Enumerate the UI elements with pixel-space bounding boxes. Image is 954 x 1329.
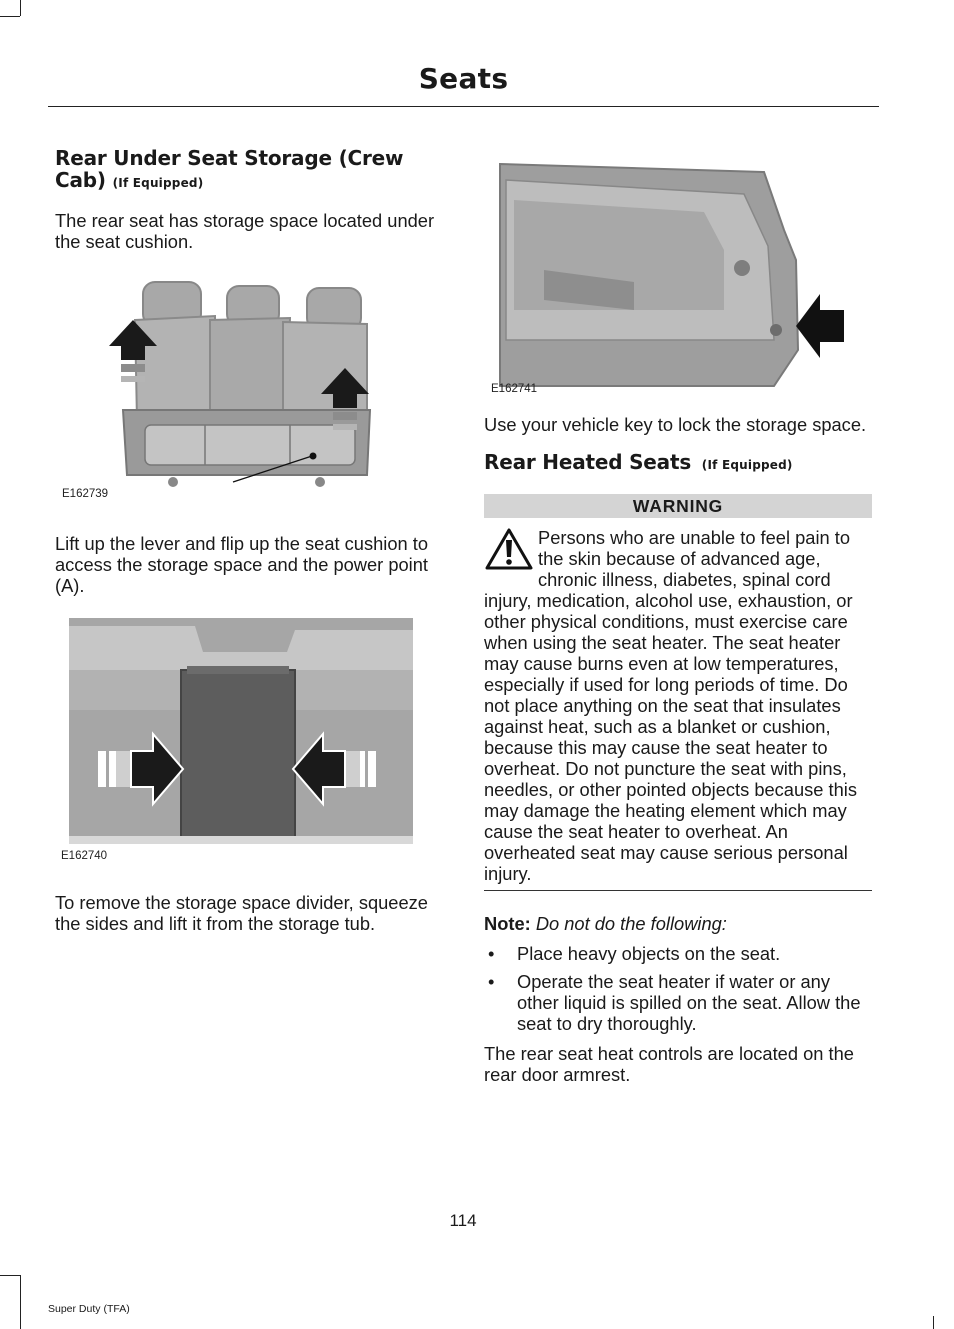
list-item-text: Operate the seat heater if water or any other liquid is spilled on the seat. Allow the seat to dry thoroughly. xyxy=(517,971,861,1034)
equipped-qualifier: (If Equipped) xyxy=(112,176,204,190)
figure-code: E162739 xyxy=(62,488,109,500)
bullet-mark: • xyxy=(488,943,495,964)
crop-mark xyxy=(0,16,20,17)
section-title: Rear Under Seat Storage (Crew Cab) xyxy=(55,146,404,192)
crop-mark xyxy=(20,0,21,16)
paragraph-heat-controls: The rear seat heat controls are located on the rear door armrest. xyxy=(484,1043,854,1085)
crop-mark xyxy=(0,1275,20,1276)
equipped-qualifier: (If Equipped) xyxy=(701,458,793,472)
right-column xyxy=(484,150,872,1085)
list-item xyxy=(484,971,872,1034)
warning-header: WARNING xyxy=(484,494,872,518)
figure-storage-divider xyxy=(55,610,440,882)
figure-code: E162740 xyxy=(61,850,108,862)
paragraph-lock-key: Use your vehicle key to lock the storage space. xyxy=(484,414,867,435)
storage-lock-illustration xyxy=(484,150,872,404)
page-header xyxy=(48,58,879,107)
warning-text: Persons who are unable to feel pain to the skin because of advanced age, chronic illness, diabetes, spinal cord injury, medication, alcohol use, exhaustion, or other physical conditions, must exercise care when using the seat heater. The seat heater may cause burns even at low temperatures, especially if used for long periods of time. Do not place anything on the seat that insulates against heat, such as a blanket or cushion, because this may cause the seat heater to overheat. Do not puncture the seat with pins, needles, or other pointed objects because this may damage the heating element which may cause the seat heater to overheat. An overheated seat may cause serious personal injury. xyxy=(484,527,857,884)
left-column xyxy=(55,145,440,934)
warning-triangle-icon xyxy=(484,527,534,571)
figure-code: E162741 xyxy=(491,383,538,395)
rear-seat-illustration xyxy=(55,260,440,522)
page-number: 114 xyxy=(449,1211,477,1230)
section-heading-heated-seats xyxy=(484,451,872,476)
section-title: Rear Heated Seats xyxy=(484,450,692,474)
note-label: Note: xyxy=(484,913,531,934)
note-text: Do not do the following: xyxy=(535,913,727,934)
list-item-text: Place heavy objects on the seat. xyxy=(517,943,781,964)
bullet-mark: • xyxy=(488,971,495,992)
warning-box xyxy=(484,527,872,891)
list-item xyxy=(484,943,872,964)
document-name: Super Duty (TFA) xyxy=(48,1303,130,1315)
figure-rear-seat xyxy=(55,260,440,522)
intro-paragraph: The rear seat has storage space located under the seat cushion. xyxy=(55,210,435,252)
bullet-list xyxy=(484,943,872,1034)
divider-illustration xyxy=(55,610,440,882)
note-paragraph xyxy=(484,913,872,934)
crop-mark xyxy=(933,1316,934,1329)
section-heading-storage xyxy=(55,147,440,194)
page-title: Seats xyxy=(418,62,509,95)
crop-mark xyxy=(20,1275,21,1329)
paragraph-remove-divider: To remove the storage space divider, squeeze the sides and lift it from the storage tub. xyxy=(55,892,428,934)
figure-storage-lock xyxy=(484,150,872,404)
paragraph-lift-lever: Lift up the lever and flip up the seat cushion to access the storage space and the power point (A). xyxy=(55,533,428,596)
